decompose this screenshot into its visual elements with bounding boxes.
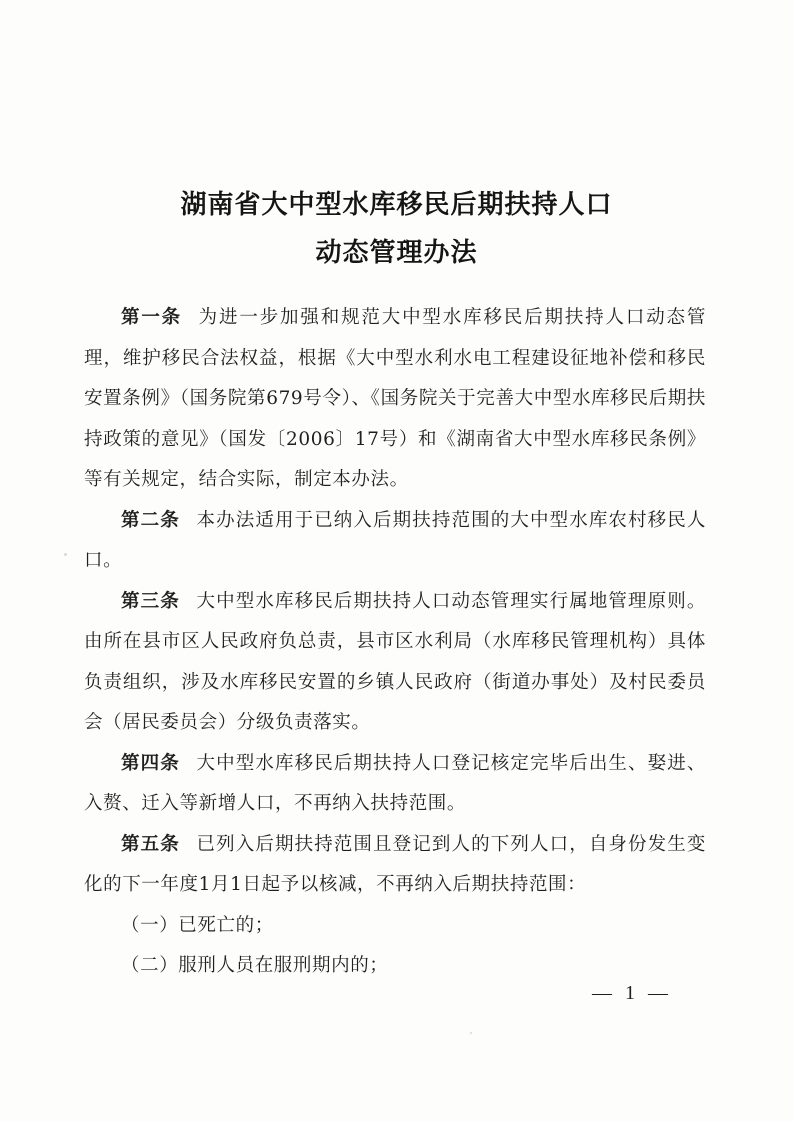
article-text: 已列入后期扶持范围且登记到人的下列人口，自身份发生变化的下一年度1月1日起予以核减，不再纳入后期扶持范围：	[84, 833, 706, 895]
article-text: 本办法适用于已纳入后期扶持范围的大中型水库农村移民人口。	[84, 509, 706, 571]
article-2	[84, 501, 706, 582]
article-label: 第一条	[121, 307, 183, 328]
scan-speck	[64, 553, 67, 556]
article-label: 第二条	[121, 509, 180, 531]
page-number: — 1 —	[592, 982, 672, 1004]
article-4	[84, 744, 706, 825]
article-label: 第五条	[121, 833, 180, 855]
list-item: （二）服刑人员在服刑期内的；	[121, 955, 389, 976]
article-label: 第四条	[121, 752, 180, 774]
list-item: （一）已死亡的；	[121, 914, 274, 936]
document-title-line-1: 湖南省大中型水库移民后期扶持人口	[180, 190, 613, 220]
article-text: 为进一步加强和规范大中型水库移民后期扶持人口动态管理，维护移民合法权益，根据《大中型水利水电工程建设征地补偿和移民安置条例》（国务院第679号令）、《国务院关于完善大中型水库移民后期扶持政策的意见》（国发〔2006〕17号）和《湖南省大中型水库移民条例》等有关规定，结合实际，制定本办法。	[84, 307, 706, 490]
article-3	[84, 582, 706, 744]
article-label: 第三条	[121, 590, 180, 612]
document-title-line-2: 动态管理办法	[315, 238, 478, 268]
article-text: 大中型水库移民后期扶持人口动态管理实行属地管理原则。由所在县市区人民政府负总责，县市区水利局（水库移民管理机构）具体负责组织，涉及水库移民安置的乡镇人民政府（街道办事处）及村民委员会（居民委员会）分级负责落实。	[84, 590, 706, 733]
scan-speck	[470, 1032, 472, 1034]
article-5	[84, 825, 706, 906]
document-body	[84, 298, 706, 987]
article-text: 大中型水库移民后期扶持人口登记核定完毕后出生、娶进、入赘、迁入等新增人口，不再纳入扶持范围。	[84, 752, 706, 814]
article-1	[84, 298, 706, 501]
